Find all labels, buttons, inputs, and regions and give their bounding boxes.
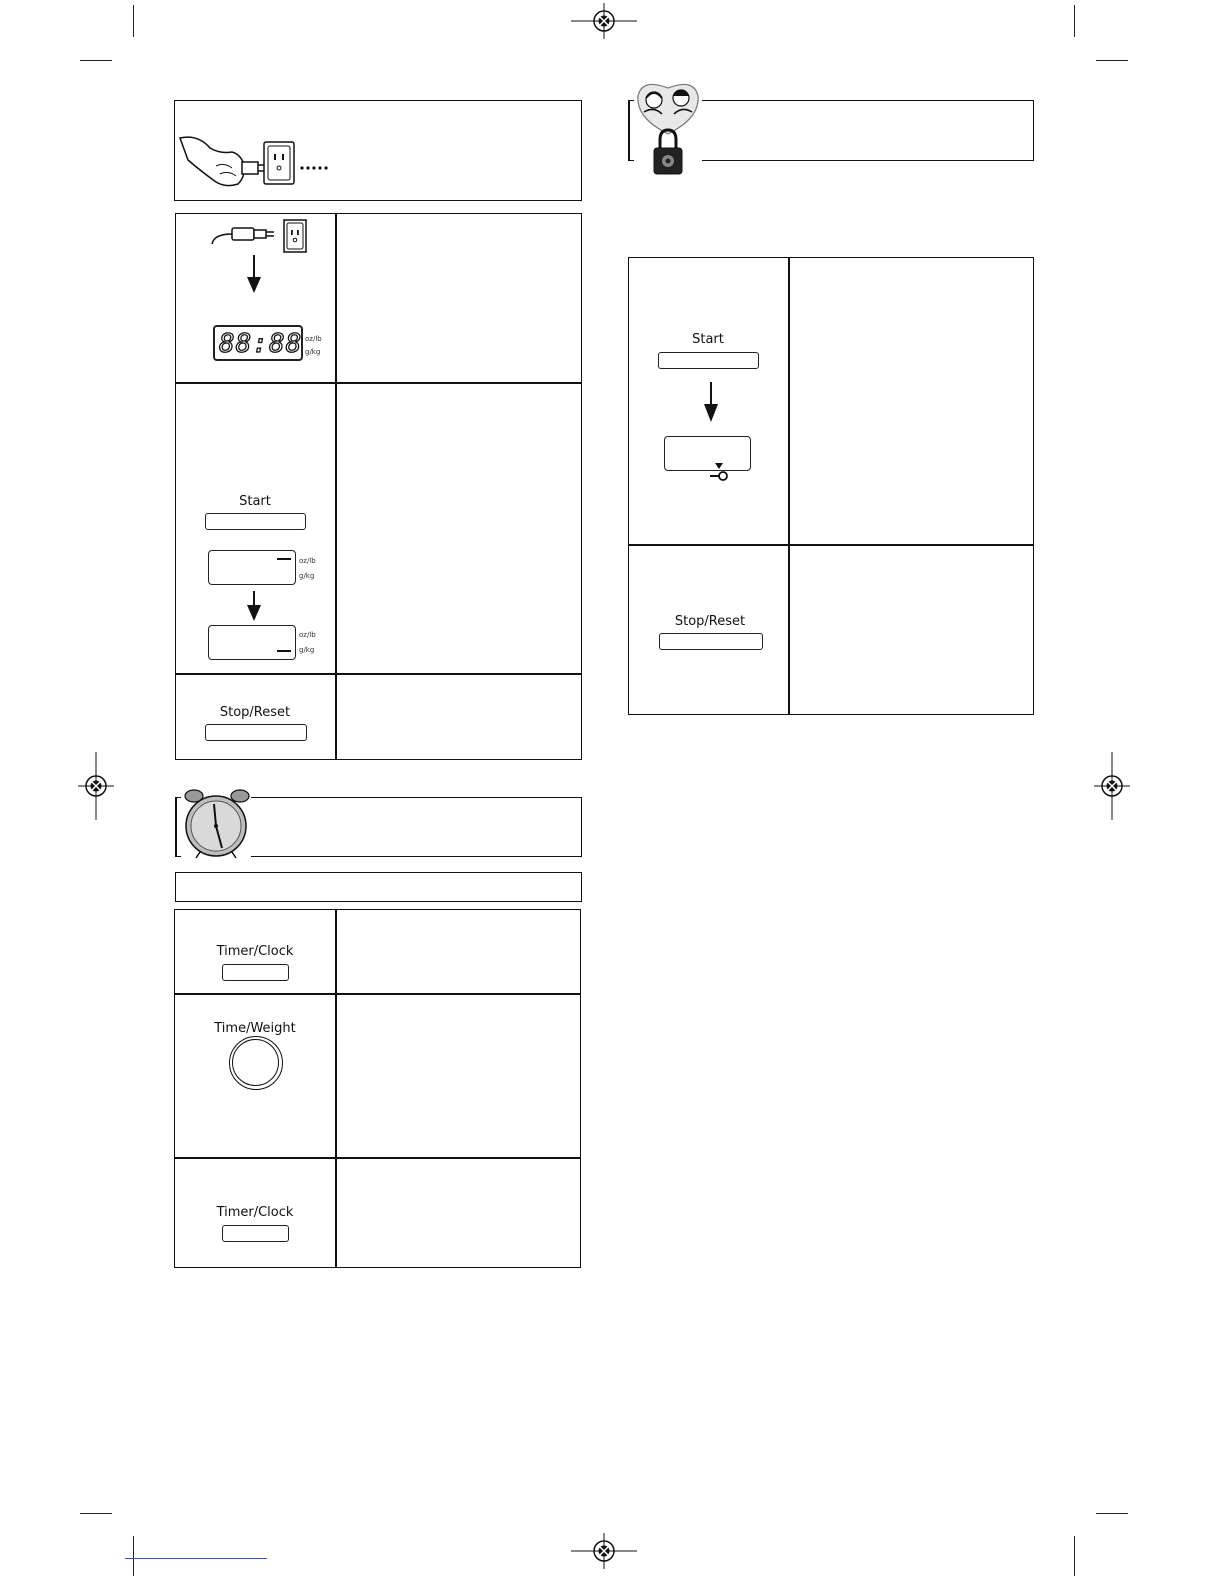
stop-reset-button[interactable]: [205, 724, 307, 741]
start-button[interactable]: [658, 352, 759, 369]
power-plug-icon: [210, 218, 310, 258]
table-divider: [788, 257, 790, 715]
crop-mark: [1074, 5, 1075, 37]
start-button[interactable]: [205, 513, 306, 530]
table-divider: [175, 673, 582, 675]
stop-reset-button[interactable]: [659, 633, 763, 650]
table-divider: [175, 382, 582, 384]
unit-oz-lb: oz/lb: [299, 557, 316, 565]
crop-mark: [1096, 1513, 1128, 1514]
table-divider: [335, 909, 337, 1268]
timer-clock-label: Timer/Clock: [216, 1205, 294, 1220]
crop-mark: [1074, 1536, 1075, 1576]
time-weight-label: Time/Weight: [214, 1021, 296, 1036]
start-label: Start: [239, 494, 271, 509]
indicator-triangle-icon: [715, 463, 723, 469]
stop-reset-label: Stop/Reset: [674, 614, 746, 629]
footer-link-line: [125, 1558, 267, 1559]
start-label: Start: [692, 332, 724, 347]
header-bracket: [175, 797, 177, 857]
unit-oz-lb: oz/lb: [299, 631, 316, 639]
arrow-down-icon: [244, 591, 264, 623]
display-indicator: [277, 650, 291, 652]
weight-display-bottom: [208, 625, 296, 660]
dial-inner-ring: [232, 1039, 279, 1086]
arrow-down-icon: [244, 255, 264, 295]
weight-display-top: [208, 550, 296, 585]
registration-mark-icon: [571, 1533, 637, 1569]
key-icon: [710, 471, 728, 481]
crop-mark: [133, 1536, 134, 1576]
crop-mark: [80, 1513, 112, 1514]
timer-clock-button[interactable]: [222, 964, 289, 981]
unit-g-kg: g/kg: [299, 572, 315, 580]
timer-clock-label: Timer/Clock: [216, 944, 294, 959]
registration-mark-icon: [1094, 752, 1130, 820]
display-indicator: [277, 558, 291, 560]
crop-mark: [1096, 60, 1128, 61]
table-divider: [174, 1157, 581, 1159]
crop-mark: [133, 5, 134, 37]
table-divider: [628, 544, 1034, 546]
table-divider: [174, 993, 581, 995]
arrow-down-icon: [701, 382, 721, 424]
time-weight-dial[interactable]: [229, 1036, 283, 1090]
registration-mark-icon: [78, 752, 114, 820]
timer-clock-button[interactable]: [222, 1225, 289, 1242]
clock-instruction-bar: [175, 872, 582, 902]
power-steps-table: [175, 213, 582, 760]
header-bracket: [628, 100, 630, 161]
unit-oz-lb: oz/lb: [305, 335, 322, 343]
stop-reset-label: Stop/Reset: [219, 705, 291, 720]
hand-plug-icon: [180, 124, 335, 194]
table-divider: [335, 213, 337, 760]
crop-mark: [80, 60, 112, 61]
child-lock-icon: [634, 78, 702, 178]
display-digits: 88:88: [219, 329, 303, 359]
digital-display: [213, 325, 303, 361]
alarm-clock-icon: [178, 786, 254, 860]
unit-g-kg: g/kg: [305, 348, 321, 356]
unit-g-kg: g/kg: [299, 646, 315, 654]
lock-display: [664, 436, 751, 471]
registration-mark-icon: [571, 3, 637, 39]
